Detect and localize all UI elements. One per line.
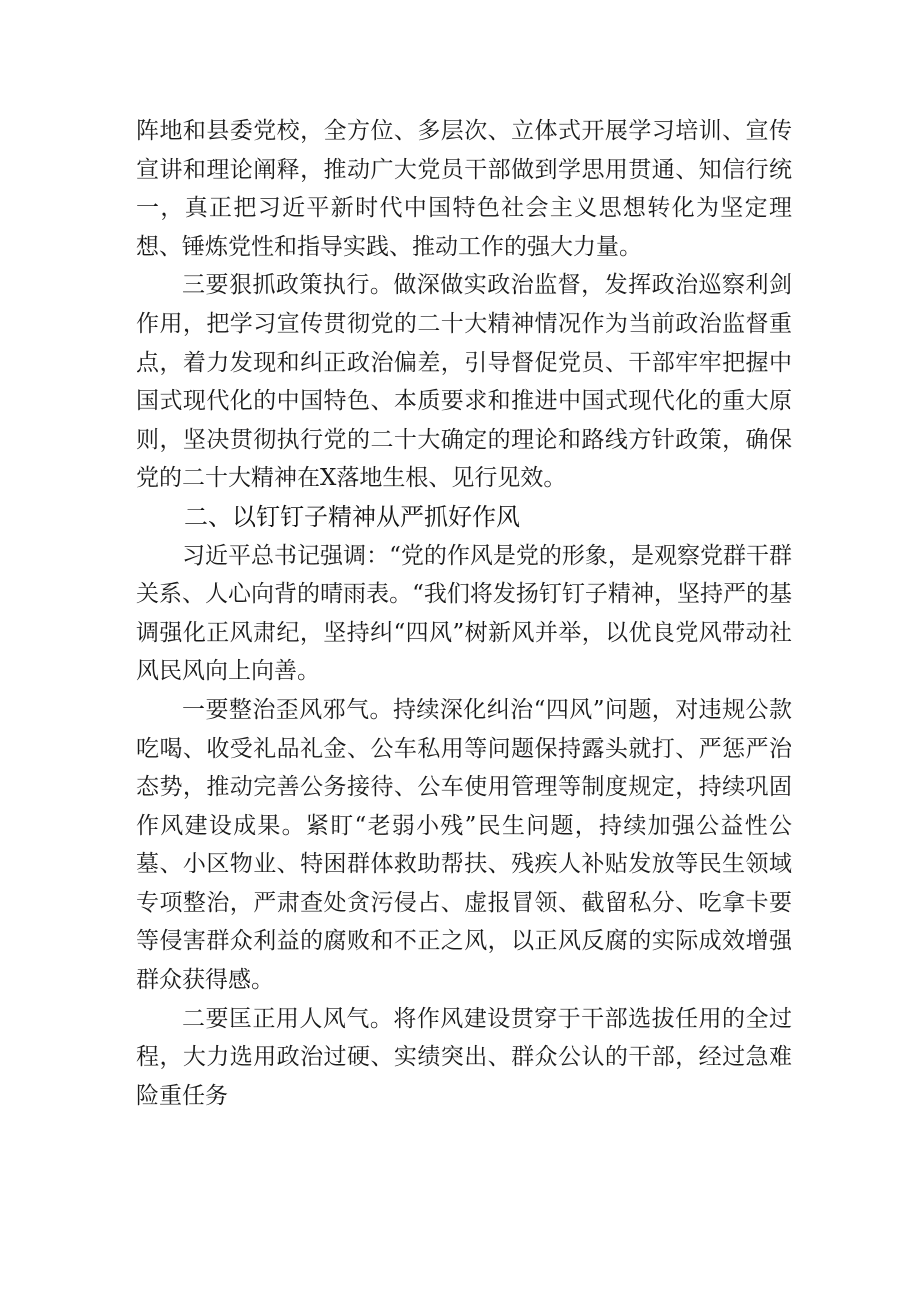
paragraph-continued: 阵地和县委党校，全方位、多层次、立体式开展学习培训、宣传宣讲和理论阐释，推动广大党员干部做到学思用贯通、知信行统一，真正把习近平新时代中国特色社会主义思想转化为坚定理想、锤炼党性和指导实践、推动工作的强大力量。 bbox=[136, 118, 792, 260]
paragraph-rectify-unhealthy-trends: 一要整治歪风邪气。持续深化纠治“四风”问题，对违规公款吃喝、收受礼品礼金、公车私用等问题保持露头就打、严惩严治态势，推动完善公务接待、公车使用管理等制度规定，持续巩固作风建设成果。紧盯“老弱小残”民生问题，持续加强公益性公墓、小区物业、特困群体救助帮扶、残疾人补贴发放等民生领域专项整治，严肃查处贪污侵占、虚报冒领、截留私分、吃拿卡要等侵害群众利益的腐败和不正之风，以正风反腐的实际成效增强群众获得感。 bbox=[136, 696, 792, 994]
paragraph-policy-execution: 三要狠抓政策执行。做深做实政治监督，发挥政治巡察利剑作用，把学习宣传贯彻党的二十大精神情况作为当前政治监督重点，着力发现和纠正政治偏差，引导督促党员、干部牢牢把握中国式现代化的中国特色、本质要求和推进中国式现代化的重大原则，坚决贯彻执行党的二十大确定的理论和路线方针政策，确保党的二十大精神在X落地生根、见行见效。 bbox=[136, 272, 792, 492]
paragraph-personnel-appointment: 二要匡正用人风气。将作风建设贯穿于干部选拔任用的全过程，大力选用政治过硬、实绩突出、群众公认的干部，经过急难险重任务 bbox=[136, 1005, 792, 1109]
paragraph-quote: 习近平总书记强调：“党的作风是党的形象，是观察党群干群关系、人心向背的晴雨表。“我们将发扬钉钉子精神，坚持严的基调强化正风肃纪，坚持纠“四风”树新风并举，以优良党风带动社风民风向上向善。 bbox=[136, 542, 792, 685]
document-body bbox=[136, 112, 792, 1115]
section-heading-work-style: 二、以钉钉子精神从严抓好作风 bbox=[184, 502, 520, 531]
